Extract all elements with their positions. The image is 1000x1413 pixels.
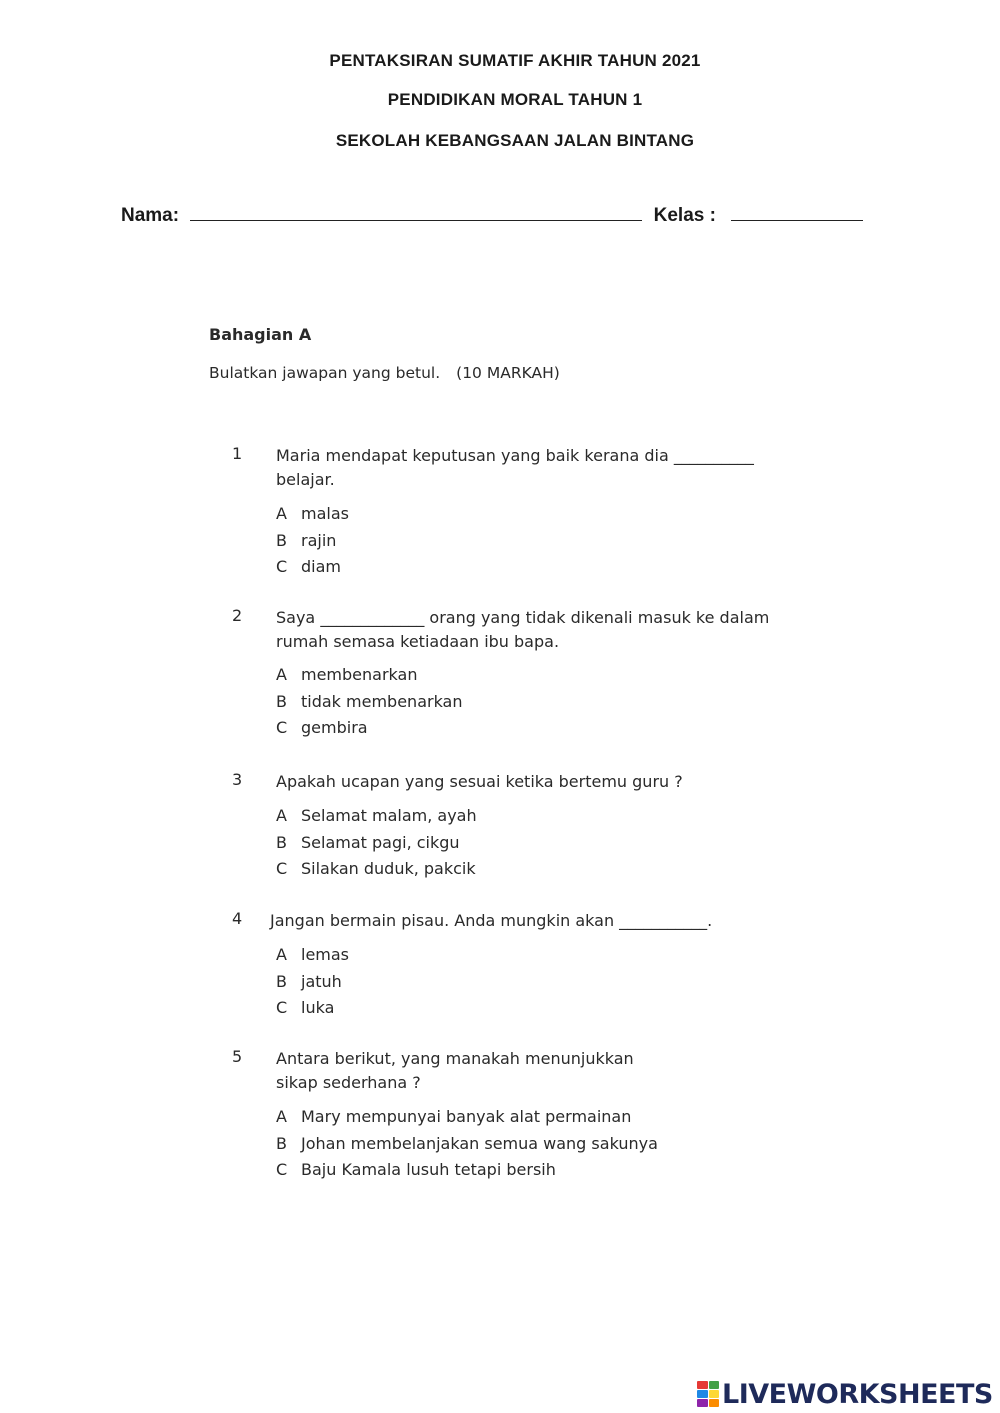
- name-label: Nama:: [121, 205, 180, 226]
- option-a[interactable]: A Selamat malam, ayah: [276, 806, 477, 825]
- logo-text: LIVEWORKSHEETS: [722, 1378, 993, 1410]
- question-text: Saya _____________ orang yang tidak dikenali masuk ke dalam rumah semasa ketiadaan ibu bapa.: [276, 608, 770, 651]
- school-name: SEKOLAH KEBANGSAAN JALAN BINTANG: [335, 131, 695, 150]
- question-text: Antara berikut, yang manakah menunjukkan sikap sederhana ?: [276, 1049, 634, 1092]
- option-b[interactable]: B rajin: [276, 530, 337, 550]
- question-text: Maria mendapat keputusan yang baik kerana dia __________ belajar.: [276, 446, 754, 489]
- question-number: 5: [232, 1047, 243, 1066]
- exam-title: PENTAKSIRAN SUMATIF AKHIR TAHUN 2021: [329, 51, 701, 70]
- name-blank[interactable]: [190, 204, 642, 221]
- option-a[interactable]: A Mary mempunyai banyak alat permainan: [276, 1107, 632, 1126]
- liveworksheets-logo: [697, 1378, 993, 1410]
- section-title: Bahagian A: [209, 325, 312, 344]
- student-info-line: [121, 204, 863, 227]
- class-blank[interactable]: [731, 204, 863, 221]
- question-text: Jangan bermain pisau. Anda mungkin akan ___________.: [270, 911, 713, 930]
- option-b[interactable]: B Johan membelanjakan semua wang sakunya: [276, 1133, 658, 1153]
- class-label: Kelas :: [653, 205, 716, 226]
- option-c[interactable]: C diam: [276, 557, 341, 576]
- option-c[interactable]: C Silakan duduk, pakcik: [276, 859, 476, 878]
- question-text: Apakah ucapan yang sesuai ketika bertemu guru ?: [276, 772, 683, 791]
- option-c[interactable]: C luka: [276, 998, 335, 1017]
- question-number: 2: [232, 606, 243, 625]
- question-number: 3: [232, 770, 243, 789]
- option-c[interactable]: C gembira: [276, 718, 368, 737]
- option-b[interactable]: B tidak membenarkan: [276, 691, 463, 711]
- option-c[interactable]: C Baju Kamala lusuh tetapi bersih: [276, 1160, 556, 1179]
- question-number: 1: [232, 444, 243, 463]
- option-a[interactable]: A lemas: [276, 945, 350, 964]
- subject-title: PENDIDIKAN MORAL TAHUN 1: [387, 90, 643, 109]
- question-number: 4: [232, 909, 243, 928]
- option-a[interactable]: A malas: [276, 504, 349, 523]
- option-a[interactable]: A membenarkan: [276, 665, 418, 684]
- option-b[interactable]: B jatuh: [276, 971, 342, 991]
- liveworksheets-logo-icon: [697, 1381, 719, 1407]
- marks-label: (10 MARKAH): [456, 364, 560, 382]
- section-instruction: [209, 364, 560, 382]
- instruction-text: Bulatkan jawapan yang betul.: [209, 364, 441, 382]
- option-b[interactable]: B Selamat pagi, cikgu: [276, 832, 460, 852]
